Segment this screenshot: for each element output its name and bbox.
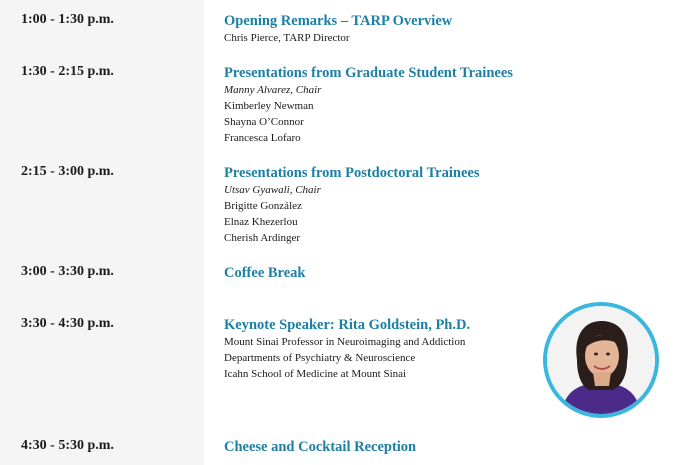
time-slot: 2:15 - 3:00 p.m. (21, 164, 114, 179)
time-slot: 3:00 - 3:30 p.m. (21, 264, 114, 279)
speaker-affiliation: Mount Sinai Professor in Neuroimaging and Addiction (224, 336, 466, 348)
session-speaker: Francesca Lofaro (224, 132, 301, 144)
session-title: Keynote Speaker: Rita Goldstein, Ph.D. (224, 317, 471, 333)
session-title: Cheese and Cocktail Reception (224, 439, 417, 455)
session-speaker: Brigitte González (224, 200, 302, 212)
session-speaker: Shayna O’Connor (224, 116, 304, 128)
speaker-affiliation: Departments of Psychiatry & Neuroscience (224, 352, 416, 364)
time-slot: 4:30 - 5:30 p.m. (21, 438, 114, 453)
session-details (224, 438, 664, 456)
session-speaker: Cherish Ardinger (224, 232, 301, 244)
session-title: Coffee Break (224, 265, 306, 281)
session-title: Presentations from Graduate Student Trainees (224, 65, 513, 81)
session-chair: Utsav Gyawali, Chair (224, 184, 321, 196)
session-title: Opening Remarks – TARP Overview (224, 13, 453, 29)
speaker-affiliation: Icahn School of Medicine at Mount Sinai (224, 368, 407, 380)
speaker-portrait-icon (547, 306, 655, 414)
session-speaker: Elnaz Khezerlou (224, 216, 298, 228)
session-details (224, 12, 664, 46)
time-slot: 1:00 - 1:30 p.m. (21, 12, 114, 27)
time-slot: 1:30 - 2:15 p.m. (21, 64, 114, 79)
session-speaker: Kimberley Newman (224, 100, 314, 112)
session-details (224, 164, 664, 246)
session-speaker: Chris Pierce, TARP Director (224, 32, 350, 44)
keynote-speaker-avatar (543, 302, 659, 418)
session-title: Presentations from Postdoctoral Trainees (224, 165, 480, 181)
session-details (224, 264, 664, 282)
time-slot: 3:30 - 4:30 p.m. (21, 316, 114, 331)
session-details (224, 64, 664, 146)
session-chair: Manny Alvarez, Chair (224, 84, 322, 96)
